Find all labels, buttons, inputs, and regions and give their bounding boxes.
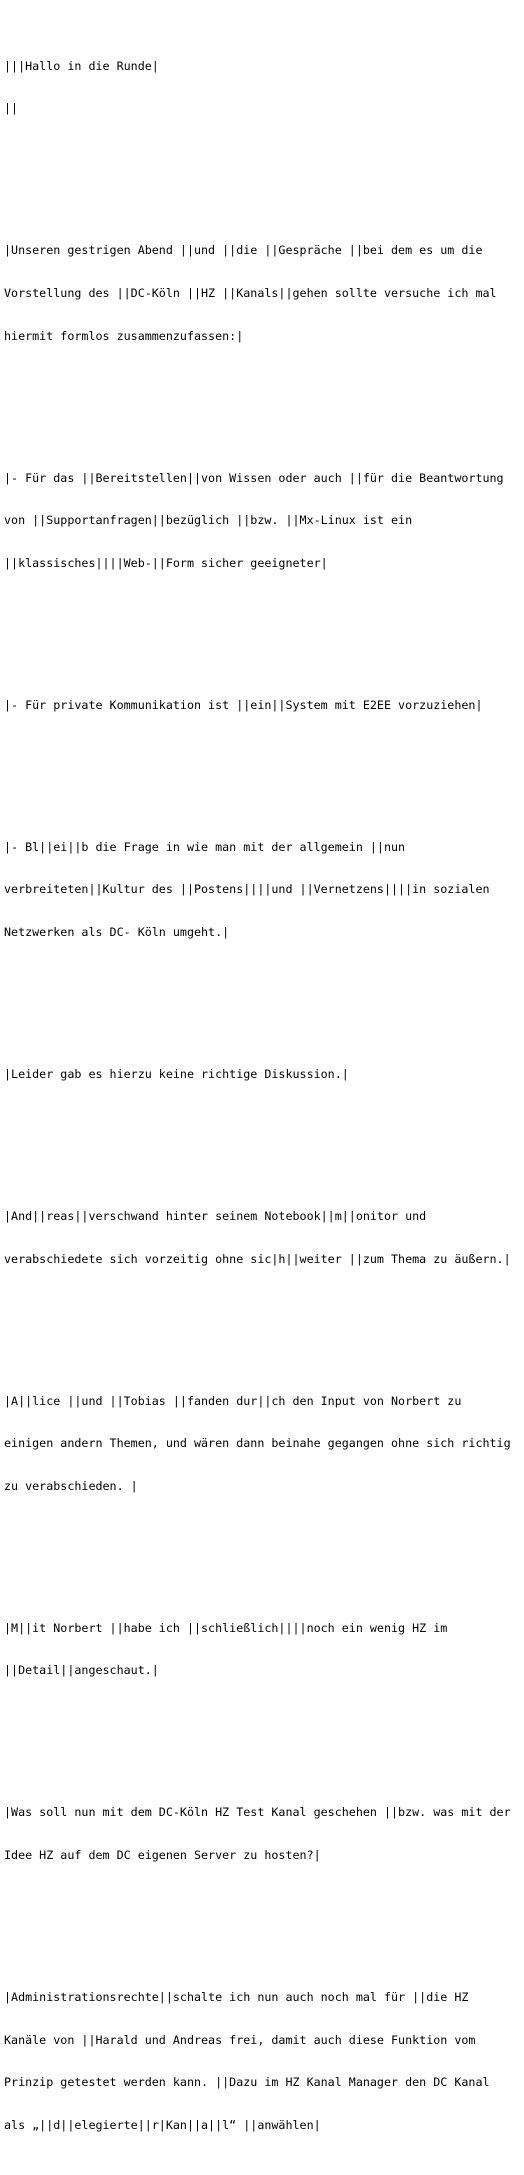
paragraph-admin-rights <box>4 1962 520 2161</box>
text-line: zu verabschieden. | <box>4 1478 138 1493</box>
text-line: ||Detail||angeschaut.| <box>4 1663 159 1678</box>
text-line: |Administrationsrechte||schalte ich nun auch noch mal für ||die HZ <box>4 1989 469 2004</box>
text-line: |- Für private Kommunikation ist ||ein||System mit E2EE vorzuziehen| <box>4 697 483 712</box>
paragraph-alice-tobias <box>4 1365 520 1521</box>
text-line: Prinzip getestet werden kann. ||Dazu im HZ Kanal Manager den DC Kanal <box>4 2075 490 2090</box>
text-line: |A||lice ||und ||Tobias ||fanden dur||ch den Input von Norbert zu <box>4 1393 462 1408</box>
text-line: Kanäle von ||Harald und Andreas frei, damit auch diese Funktion vom <box>4 2032 476 2047</box>
text-line: verabschiedete sich vorzeitig ohne sic|h||weiter ||zum Thema zu äußern.| <box>4 1251 511 1266</box>
paragraph-question <box>4 1777 520 1891</box>
text-line: Netzwerken als DC- Köln umgeht.| <box>4 924 230 939</box>
text-line: verbreiteten||Kultur des ||Postens||||und ||Vernetzens||||in sozialen <box>4 882 490 897</box>
text-line: von ||Supportanfragen||bezüglich ||bzw. ||Mx-Linux ist ein <box>4 513 413 528</box>
text-line: || <box>4 101 19 116</box>
text-line: als „||d||elegierte||r|Kan||a||l“ ||anwählen| <box>4 2117 321 2132</box>
paragraph-private-communication <box>4 669 520 740</box>
paragraph-norbert <box>4 1592 520 1706</box>
text-line: |Leider gab es hierzu keine richtige Diskussion.| <box>4 1066 349 1081</box>
paragraph-greeting <box>4 30 520 144</box>
text-line: |M||it Norbert ||habe ich ||schließlich||||noch ein wenig HZ im <box>4 1620 448 1635</box>
text-line: |- Für das ||Bereitstellen||von Wissen oder auch ||für die Beantwortung <box>4 470 504 485</box>
text-line: hiermit formlos zusammenzufassen:| <box>4 328 244 343</box>
text-line: |Was soll nun mit dem DC-Köln HZ Test Kanal geschehen ||bzw. was mit der <box>4 1805 511 1820</box>
text-line: ||klassisches||||Web-||Form sicher geeigneter| <box>4 555 328 570</box>
text-line: |||Hallo in die Runde| <box>4 58 159 73</box>
paragraph-no-discussion <box>4 1039 520 1110</box>
text-line: Idee HZ auf dem DC eigenen Server zu hosten?| <box>4 1847 321 1862</box>
document-body <box>4 2 520 2175</box>
paragraph-intro <box>4 215 520 371</box>
paragraph-andreas <box>4 1181 520 1295</box>
paragraph-knowledge <box>4 442 520 598</box>
text-line: |- Bl||ei||b die Frage in wie man mit der allgemein ||nun <box>4 839 406 854</box>
text-line: einigen andern Themen, und wären dann beinahe gegangen ohne sich richtig <box>4 1436 511 1451</box>
text-line: Vorstellung des ||DC-Köln ||HZ ||Kanals||gehen sollte versuche ich mal <box>4 286 497 300</box>
text-line: |And||reas||verschwand hinter seinem Notebook||m||onitor und <box>4 1208 427 1223</box>
text-line: |Unseren gestrigen Abend ||und ||die ||Gespräche ||bei dem es um die <box>4 243 483 258</box>
paragraph-social-networks <box>4 811 520 967</box>
